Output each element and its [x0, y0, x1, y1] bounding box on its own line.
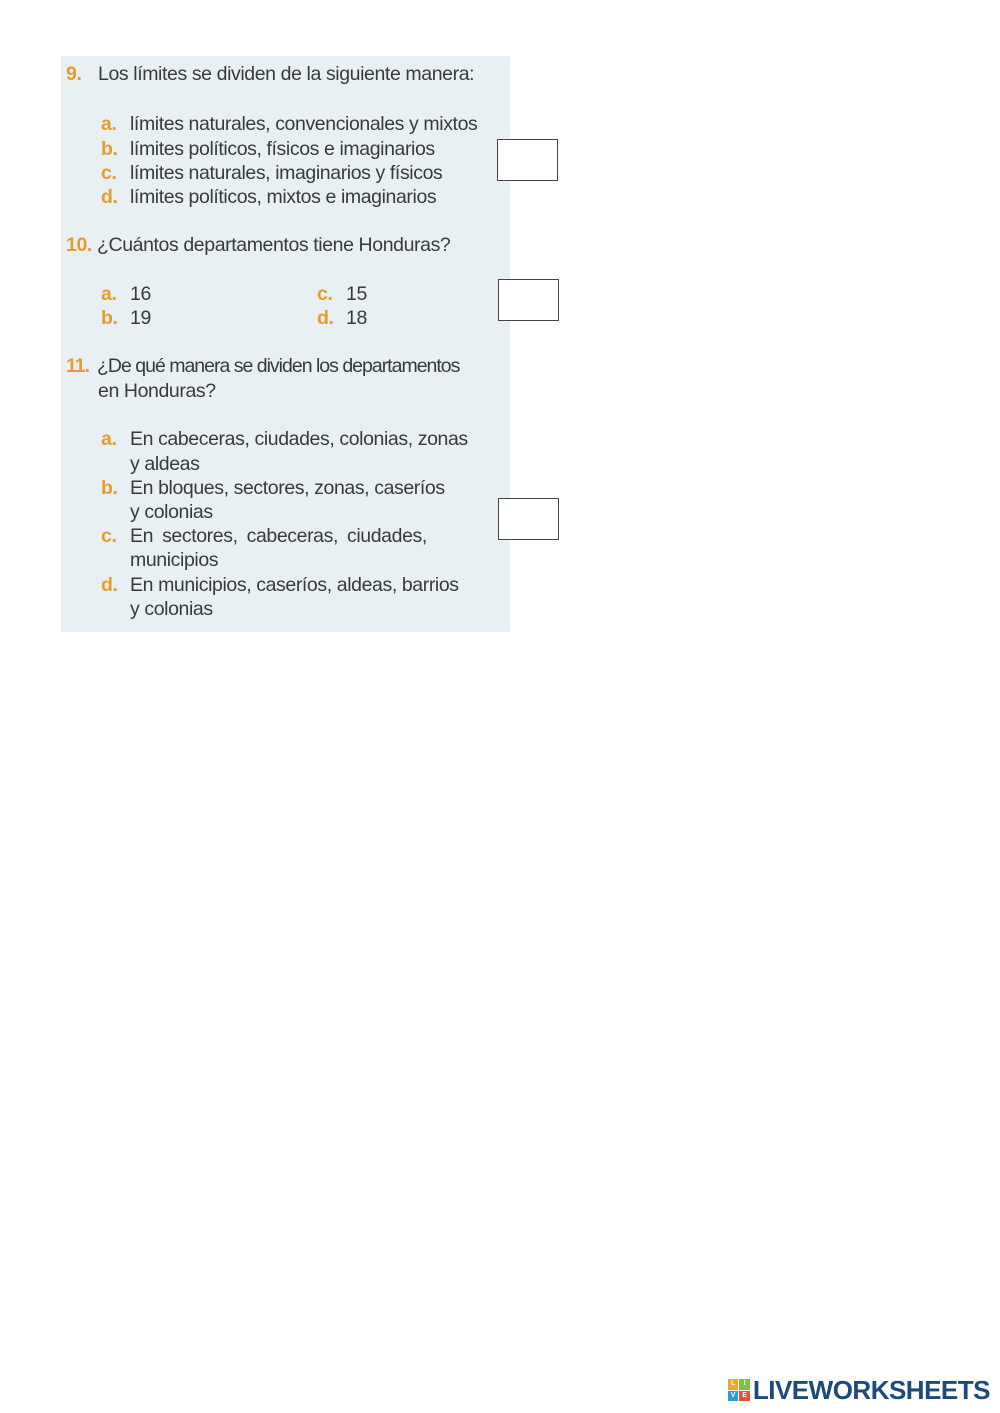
question-number: 10. — [66, 234, 92, 256]
question-number: 11. — [66, 355, 90, 377]
answer-box-11[interactable] — [498, 498, 559, 540]
question-text-line1: ¿De qué manera se dividen los departamentos — [97, 355, 460, 377]
liveworksheets-wordmark: LIVEWORKSHEETS — [752, 1374, 990, 1405]
liveworksheets-logo-icon: L I V E — [728, 1379, 750, 1401]
question-text: Los límites se dividen de la siguiente manera: — [98, 63, 475, 85]
answer-box-10[interactable] — [498, 279, 559, 321]
question-number: 9. — [66, 63, 82, 85]
answer-box-9[interactable] — [497, 139, 558, 181]
question-text-line2: en Honduras? — [98, 380, 216, 402]
question-text: ¿Cuántos departamentos tiene Honduras? — [97, 234, 451, 256]
liveworksheets-logo — [728, 1375, 990, 1405]
